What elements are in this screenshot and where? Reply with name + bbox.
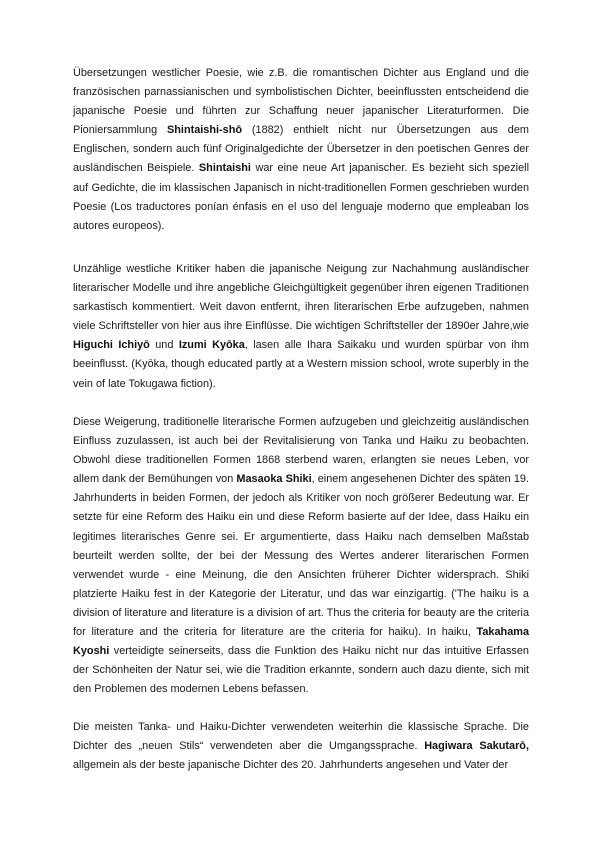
text-span: , einem angesehenen Dichter des späten 19. Jahrhunderts in beiden Formen, der jedoch als Kritiker von noch größerer Bedeutung war. Er setzte für eine Reform des Haiku ein und diese Reform basierte auf der Idee, dass Haiku ein legitimes literarisches Genre sei. Er argumentierte, dass Haiku nach demselben Maßstab beurteilt werden sollte, der bei der Messung des Wertes anderer literarischen Formen verwendet wurde - eine Meinung, die den Ansichten früherer Dichter widersprach. Shiki platzierte Haiku fest in der Kategorie der Literatur, und das war einzigartig. ('The haiku is a division of literature and literature is a division of art. Thus the criteria for beauty are the criteria for literature and the criteria for literature are the criteria for haiku). In haiku, bbox=[73, 473, 529, 639]
text-span: Diese Weigerung, traditionelle literarische Formen aufzugeben und gleichzeitig ausländischen Einfluss zuzulassen, ist auch bei der Revitalisierung von Tanka und Haiku zu beobachten. Obwohl diese traditionellen Formen 1868 sterbend waren, erlangten sie neues Leben, vor allem dank der Bemühungen von bbox=[73, 416, 529, 486]
bold-name-masaoka-shiki: Masaoka Shiki bbox=[236, 473, 312, 486]
bold-term-shintaishi-sho: Shintaishi-shō bbox=[167, 124, 243, 137]
text-span: Übersetzungen westlicher Poesie, wie z.B. die romantischen Dichter aus England und die französischen parnassianischen und symbolistischen Dichter, beeinflussten entscheidend die japanische Poesie und führten zur Schaffung neuer japanischer Literaturformen. Die Pioniersammlung bbox=[73, 67, 529, 137]
paragraph-tanka-haiku-revival bbox=[73, 413, 529, 699]
bold-term-shintaishi: Shintaishi bbox=[198, 162, 251, 175]
text-span: verteidigte seinerseits, dass die Funktion des Haiku nicht nur das intuitive Erfassen der Schönheiten der Natur sei, wie die Tradition erkannte, sondern auch dazu diente, sich mit den Problemen des modernen Lebens befassen. bbox=[73, 645, 529, 696]
text-span: war eine neue Art japanischer. Es bezieht sich speziell auf Gedichte, die im klassischen Japanisch in nicht-traditionellen Formen geschrieben wurden Poesie (Los traductores ponían énfasis en el uso del lenguaje moderno que empleaban los autores europeos). bbox=[73, 162, 529, 232]
text-span: , lasen alle Ihara Saikaku und wurden spürbar von ihm beeinflusst. (Kyōka, though educated partly at a Western mission school, wrote superbly in the vein of late Tokugawa fiction). bbox=[73, 339, 529, 390]
text-span: und bbox=[149, 339, 179, 352]
bold-name-takahama-kyoshi: Takahama Kyoshi bbox=[73, 626, 529, 658]
text-span: allgemein als der beste japanische Dichter des 20. Jahrhunderts angesehen und Vater der bbox=[73, 759, 509, 772]
bold-name-higuchi-ichiyo: Higuchi Ichiyō bbox=[73, 339, 150, 352]
bold-name-izumi-kyoka: Izumi Kyōka bbox=[178, 339, 245, 352]
bold-name-hagiwara-sakutaro: Hagiwara Sakutarō, bbox=[424, 740, 529, 753]
paragraph-translations bbox=[73, 64, 529, 236]
text-span: (1882) enthielt nicht nur Übersetzungen aus dem Englischen, sondern auch fünf Originalgedichte der Übersetzer in den poetischen Genres der ausländischen Beispiele. bbox=[73, 124, 529, 175]
paragraph-classical-language bbox=[73, 718, 529, 775]
text-span: Unzählige westliche Kritiker haben die japanische Neigung zur Nachahmung ausländischer literarischer Modelle und ihre angebliche Gleichgültigkeit gegenüber ihren eigenen Traditionen sarkastisch kommentiert. Weit davon entfernt, ihren literarischen Erbe aufzugeben, nahmen viele Schriftsteller von hier aus ihre Einflüsse. Die wichtigen Schriftsteller der 1890er Jahre,wie bbox=[73, 263, 529, 333]
paragraph-western-critics bbox=[73, 260, 529, 394]
text-span: Die meisten Tanka- und Haiku-Dichter verwendeten weiterhin die klassische Sprache. Die Dichter des „neuen Stils“ verwendeten aber die Umgangssprache. bbox=[73, 721, 529, 753]
